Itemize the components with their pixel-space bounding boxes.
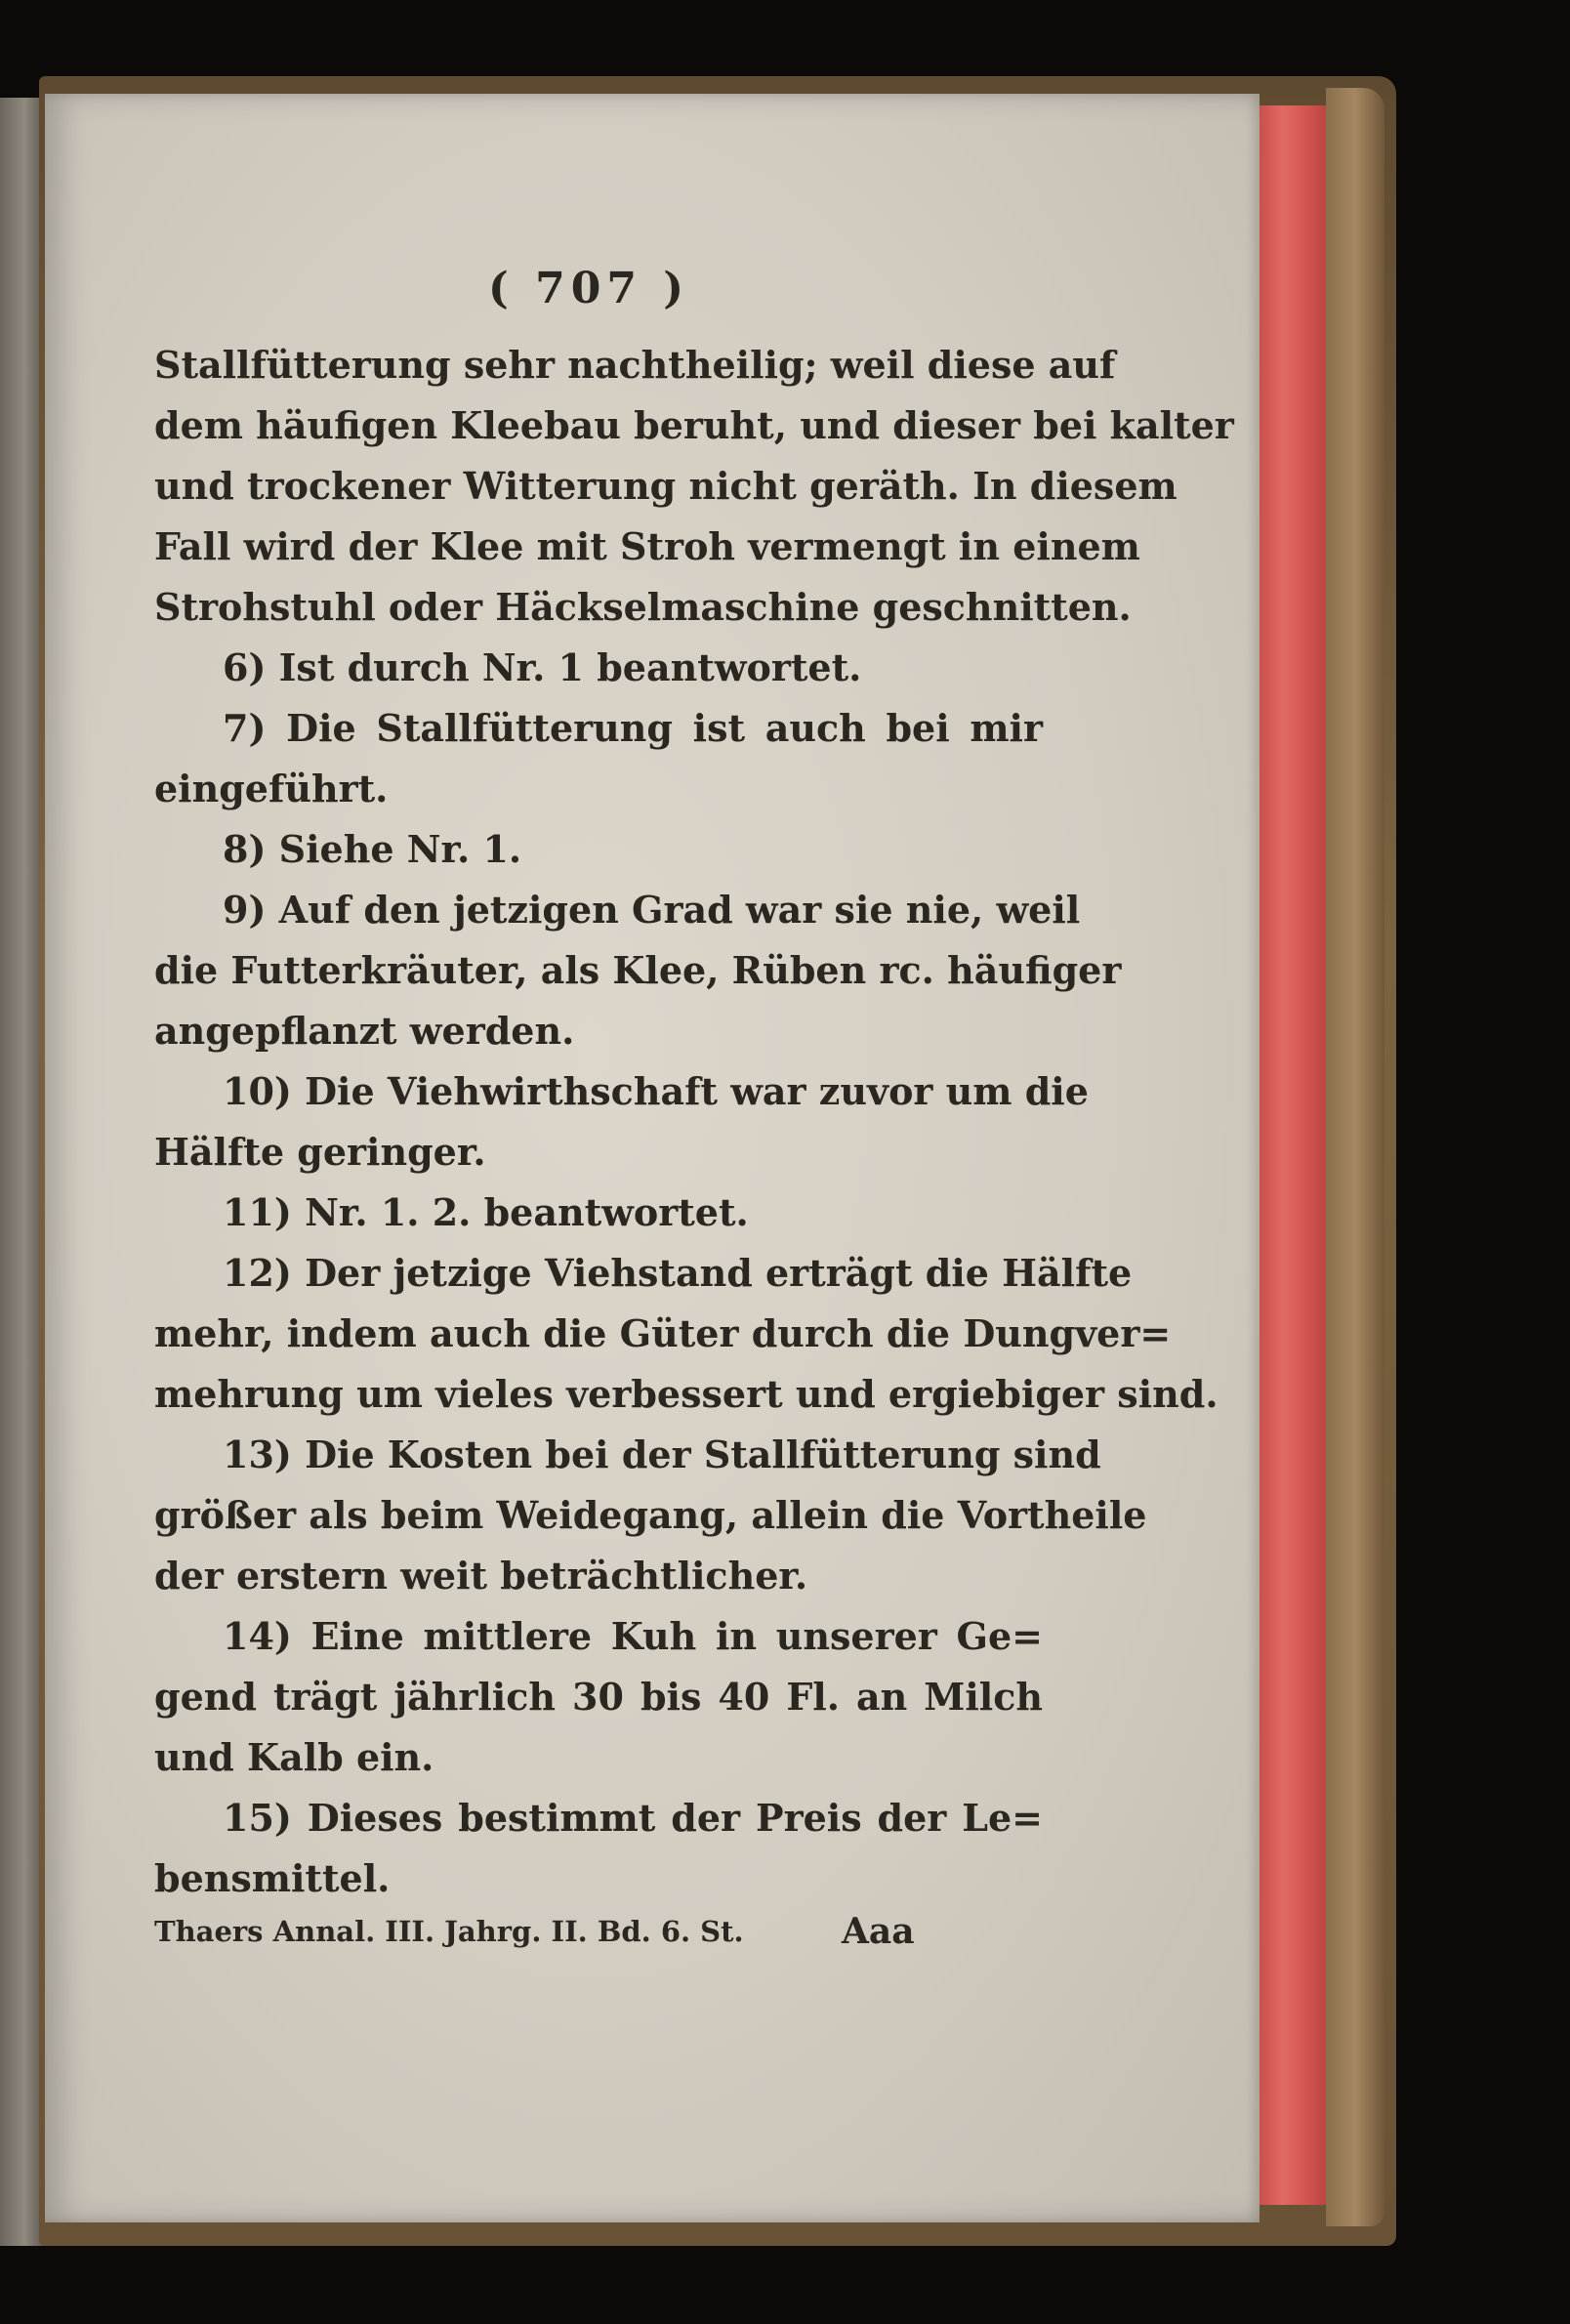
text-line: Strohstuhl oder Häckselmaschine geschnitten. xyxy=(154,585,1132,629)
red-page-edge xyxy=(1260,105,1326,2205)
page-number: ( 707 ) xyxy=(488,264,690,313)
text-line: 12) Der jetzige Viehstand erträgt die Hälfte xyxy=(223,1251,1133,1295)
text-line: dem häufigen Kleebau beruht, und dieser bei kalter xyxy=(154,403,1234,447)
text-line: 7) Die Stallfütterung ist auch bei mir xyxy=(223,706,1043,750)
text-line: Fall wird der Klee mit Stroh vermengt in einem xyxy=(154,524,1140,568)
text-line: gend trägt jährlich 30 bis 40 Fl. an Milch xyxy=(154,1675,1043,1719)
text-line: größer als beim Weidegang, allein die Vortheile xyxy=(154,1493,1147,1537)
text-line: und Kalb ein. xyxy=(154,1735,434,1779)
text-line: Hälfte geringer. xyxy=(154,1130,486,1174)
text-line: eingeführt. xyxy=(154,767,389,810)
text-line: 14) Eine mittlere Kuh in unserer Ge= xyxy=(223,1614,1043,1658)
printer-signature-mark: Aaa xyxy=(842,1911,915,1952)
text-line: 8) Siehe Nr. 1. xyxy=(223,827,522,871)
text-line: 15) Dieses bestimmt der Preis der Le= xyxy=(223,1796,1043,1840)
book-board-edge xyxy=(1326,88,1384,2226)
text-line: der erstern weit beträchtlicher. xyxy=(154,1554,808,1598)
footer-signature-line: Thaers Annal. III. Jahrg. II. Bd. 6. St. xyxy=(154,1915,744,1948)
text-line: 10) Die Viehwirthschaft war zuvor um die xyxy=(223,1069,1089,1113)
text-line: angepflanzt werden. xyxy=(154,1009,575,1053)
text-line: mehr, indem auch die Güter durch die Dungver= xyxy=(154,1311,1172,1355)
text-line: 9) Auf den jetzigen Grad war sie nie, weil xyxy=(223,888,1081,932)
text-line: die Futterkräuter, als Klee, Rüben rc. häufiger xyxy=(154,948,1122,992)
text-line: 11) Nr. 1. 2. beantwortet. xyxy=(223,1190,749,1234)
text-line: und trockener Witterung nicht geräth. In diesem xyxy=(154,464,1178,508)
text-line: mehrung um vieles verbessert und ergiebiger sind. xyxy=(154,1372,1219,1416)
text-line: Stallfütterung sehr nachtheilig; weil diese auf xyxy=(154,343,1116,387)
text-line: 13) Die Kosten bei der Stallfütterung sind xyxy=(223,1432,1101,1476)
text-line: bensmittel. xyxy=(154,1856,391,1900)
text-line: 6) Ist durch Nr. 1 beantwortet. xyxy=(223,645,862,689)
